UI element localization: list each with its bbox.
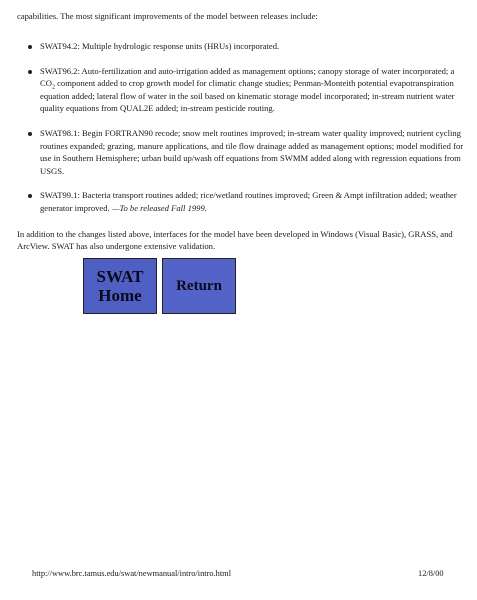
bullet-icon <box>28 70 32 74</box>
bullet-icon <box>28 194 32 198</box>
release-item-swat99 <box>28 189 468 214</box>
bullet-icon <box>28 132 32 136</box>
release-text: SWAT99.1: Bacteria transport routines added; rice/wetland routines improved; Green & Ampt infiltration added; weather generator improved. <box>40 190 457 213</box>
release-item-swat98 <box>28 127 468 177</box>
return-button[interactable] <box>162 258 236 314</box>
release-note: —To be released Fall 1999. <box>111 202 207 213</box>
footer-date: 12/8/00 <box>418 569 444 578</box>
closing-paragraph: In addition to the changes listed above, interfaces for the model have been developed in Windows (Visual Basic), GRASS, and ArcView. SWAT has also undergone extensive validation. <box>17 229 453 252</box>
release-text: SWAT98.1: Begin FORTRAN90 recode; snow melt routines improved; in-stream water quality improved; nutrient cycling routines expanded; grazing, manure applications, and tile flow drainage added as management options; model modified for use in Southern Hemisphere; urban build up/wash off equations from SWMM added along with regression equations from USGS. <box>40 127 464 176</box>
intro-paragraph: capabilities. The most significant improvements of the model between releases include: <box>17 11 318 21</box>
co2-subscript: 2 <box>51 84 55 91</box>
release-text-start: SWAT96.2: Auto-fertilization and auto-irrigation added as management options; canopy storage of water incorporated; a CO <box>40 65 455 89</box>
release-text: SWAT94.2: Multiple hydrologic response units (HRUs) incorporated. <box>40 41 280 51</box>
release-item-swat94 <box>28 40 468 53</box>
home-button-line1: SWAT <box>96 267 144 286</box>
return-button-label: Return <box>176 277 222 294</box>
footer-url: http://www.brc.tamus.edu/swat/newmanual/intro/intro.html <box>32 569 232 578</box>
release-text-end: component added to crop growth model for climatic change studies; Penman-Monteith potential evapotranspiration equation added; lateral flow of water in the soil based on kinematic storage model incorporated; in-stream nutrient water quality equations from QUAL2E added; in-stream pesticide routing. <box>40 78 455 114</box>
release-list <box>28 40 468 227</box>
home-button-line2: Home <box>98 286 142 305</box>
bullet-icon <box>28 45 32 49</box>
release-item-swat96 <box>28 65 468 115</box>
swat-home-button[interactable] <box>83 258 157 314</box>
